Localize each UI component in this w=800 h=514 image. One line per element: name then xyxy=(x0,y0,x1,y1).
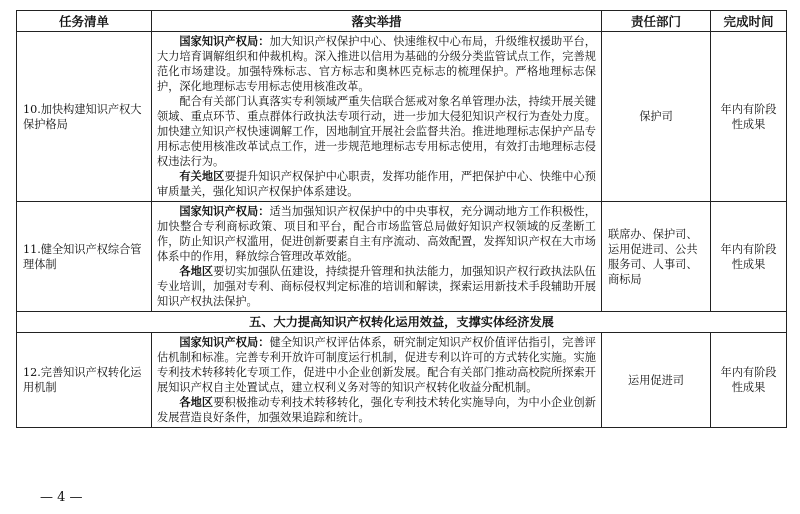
table-row xyxy=(17,202,787,312)
measure-lead: 国家知识产权局： xyxy=(179,204,270,218)
header-dept: 责任部门 xyxy=(602,11,711,32)
measure-text: 要积极推动专利技术转移转化，强化专利技术转化实施导向，为中小企业创新发展营造良好条件，加强效果追踪和统计。 xyxy=(157,396,596,424)
measure-lead: 国家知识产权局： xyxy=(179,34,270,48)
measure-paragraph xyxy=(157,169,596,199)
measure-paragraph xyxy=(157,204,596,264)
measure-paragraph xyxy=(157,395,596,425)
task-cell: 10.加快构建知识产权大保护格局 xyxy=(17,32,152,202)
measure-text: 配合有关部门认真落实专利领域严重失信联合惩戒对象名单管理办法，持续开展关键领域、重点环节、重点群体行政执法专项行动，进一步加大侵犯知识产权行为查处力度。加快建立知识产权快速调解工作，因地制宜开展社会监督共治。推进地理标志保护产品专用标志使用核准改革试点工作，进一步规范地理标志专用标志使用，有效打击地理标志侵权违法行为。 xyxy=(157,95,596,168)
measure-lead: 各地区 xyxy=(179,395,214,409)
measure-lead: 各地区 xyxy=(179,264,214,278)
task-cell: 11.健全知识产权综合管理体制 xyxy=(17,202,152,312)
measure-paragraph xyxy=(157,264,596,309)
measure-lead: 有关地区 xyxy=(179,169,225,183)
measures-cell xyxy=(152,32,602,202)
task-cell: 12.完善知识产权转化运用机制 xyxy=(17,333,152,428)
measure-text: 要切实加强队伍建设，持续提升管理和执法能力，加强知识产权行政执法队伍专业培训，加强对专利、商标侵权判定标准的培训和解读，探索运用新技术手段辅助开展知识产权执法保护。 xyxy=(157,265,596,308)
measure-text: 要提升知识产权保护中心职责，发挥功能作用，严把保护中心、快维中心预审质量关，强化知识产权保护体系建设。 xyxy=(157,170,596,198)
dept-cell: 联席办、保护司、运用促进司、公共服务司、人事司、商标局 xyxy=(602,202,711,312)
measure-paragraph xyxy=(157,335,596,395)
measure-paragraph xyxy=(157,94,596,169)
time-cell: 年内有阶段性成果 xyxy=(711,333,787,428)
page-number: — 4 — xyxy=(40,490,83,505)
time-cell: 年内有阶段性成果 xyxy=(711,202,787,312)
task-table xyxy=(16,10,787,428)
section-heading: 五、大力提高知识产权转化运用效益，支撑实体经济发展 xyxy=(17,312,787,333)
header-measures: 落实举措 xyxy=(152,11,602,32)
header-task: 任务清单 xyxy=(17,11,152,32)
measures-cell xyxy=(152,333,602,428)
measure-lead: 国家知识产权局： xyxy=(179,335,270,349)
dept-cell: 保护司 xyxy=(602,32,711,202)
header-time: 完成时间 xyxy=(711,11,787,32)
measure-paragraph xyxy=(157,34,596,94)
measures-cell xyxy=(152,202,602,312)
dept-cell: 运用促进司 xyxy=(602,333,711,428)
measure-text: 适当加强知识产权保护中的中央事权，充分调动地方工作积极性，加快整合专利商标政策、项目和平台，配合市场监管总局做好知识产权领域的反垄断工作，防止知识产权滥用，促进创新要素自主有序流动、高效配置，发挥知识产权在大市场体系中的作用，释放综合管理改革效能。 xyxy=(157,205,596,263)
section-row xyxy=(17,312,787,333)
time-cell: 年内有阶段性成果 xyxy=(711,32,787,202)
table-row xyxy=(17,32,787,202)
table-row xyxy=(17,333,787,428)
header-row xyxy=(17,11,787,32)
measure-text: 健全知识产权评估体系，研究制定知识产权价值评估指引，完善评估机制和标准。完善专利开放许可制度运行机制，促进专利以许可的方式转化实施。实施专利技术转移转化专项工作，促进中小企业创新发展。配合有关部门推动高校院所探索开展知识产权自主处置试点，建立权利义务对等的知识产权转化收益分配机制。 xyxy=(157,336,596,394)
measure-text: 加大知识产权保护中心、快速维权中心布局，升级维权援助平台，大力培育调解组织和仲裁机构。深入推进以信用为基础的分级分类监管试点工作，完善规范化市场建设。加强特殊标志、官方标志和奥林匹克标志的梳理保护。严格地理标志保护，深化地理标志专用标志使用核准改革。 xyxy=(157,35,596,93)
